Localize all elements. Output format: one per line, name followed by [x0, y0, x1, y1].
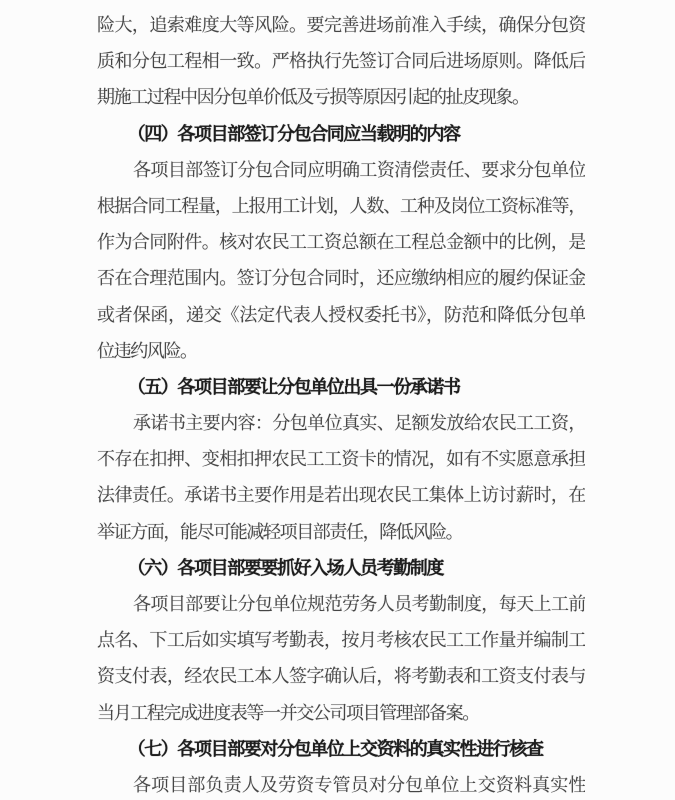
section-heading: （四）各项目部签订分包合同应当载明的内容: [127, 123, 460, 144]
paragraph-line: 法律责任。承诺书主要作用是若出现农民工集体上访讨薪时，在: [97, 485, 585, 506]
paragraph-line: 期施工过程中因分包单价低及亏损等原因引起的扯皮现象。: [97, 87, 529, 108]
paragraph-line: 质和分包工程相一致。严格执行先签订合同后进场原则。降低后: [97, 51, 585, 72]
section-heading: （七）各项目部要对分包单位上交资料的真实性进行核查: [127, 738, 543, 759]
paragraph-line: 承诺书主要内容：分包单位真实、足额发放给农民工工资，: [133, 413, 585, 434]
paragraph-line: 不存在扣押、变相扣押农民工工资卡的情况，如有不实愿意承担: [97, 449, 585, 470]
paragraph-line: 位违约风险。: [97, 340, 197, 361]
paragraph-line: 各项目部签订分包合同应明确工资清偿责任、要求分包单位: [133, 159, 585, 180]
paragraph-line: 当月工程完成进度表等一并交公司项目管理部备案。: [97, 702, 479, 723]
paragraph-line: 资支付表，经农民工本人签字确认后，将考勤表和工资支付表与: [97, 666, 585, 687]
paragraph-line: 险大，追索难度大等风险。要完善进场前准入手续，确保分包资: [97, 15, 585, 35]
section-heading: （五）各项目部要让分包单位出具一份承诺书: [127, 376, 460, 397]
paragraph-line: 否在合理范围内。签订分包合同时，还应缴纳相应的履约保证金: [97, 268, 585, 289]
paragraph-line: 各项目部要让分包单位规范劳务人员考勤制度，每天上工前: [133, 594, 585, 614]
paragraph-line: 或者保函，递交《法定代表人授权委托书》，防范和降低分包单: [97, 304, 585, 325]
paragraph-line: 根据合同工程量，上报用工计划，人数、工种及岗位工资标准等，: [97, 195, 585, 216]
document-text-column: [97, 7, 585, 800]
section-heading: （六）各项目部要要抓好入场人员考勤制度: [127, 557, 443, 578]
paragraph-line: 点名、下工后如实填写考勤表，按月考核农民工工作量并编制工: [97, 630, 585, 651]
paragraph-line: 作为合同附件。核对农民工工资总额在工程总金额中的比例，是: [97, 232, 585, 253]
paragraph-line: 举证方面，能尽可能减轻项目部责任，降低风险。: [97, 521, 463, 542]
paragraph-line: 各项目部负责人及劳资专管员对分包单位上交资料真实性: [133, 774, 585, 795]
